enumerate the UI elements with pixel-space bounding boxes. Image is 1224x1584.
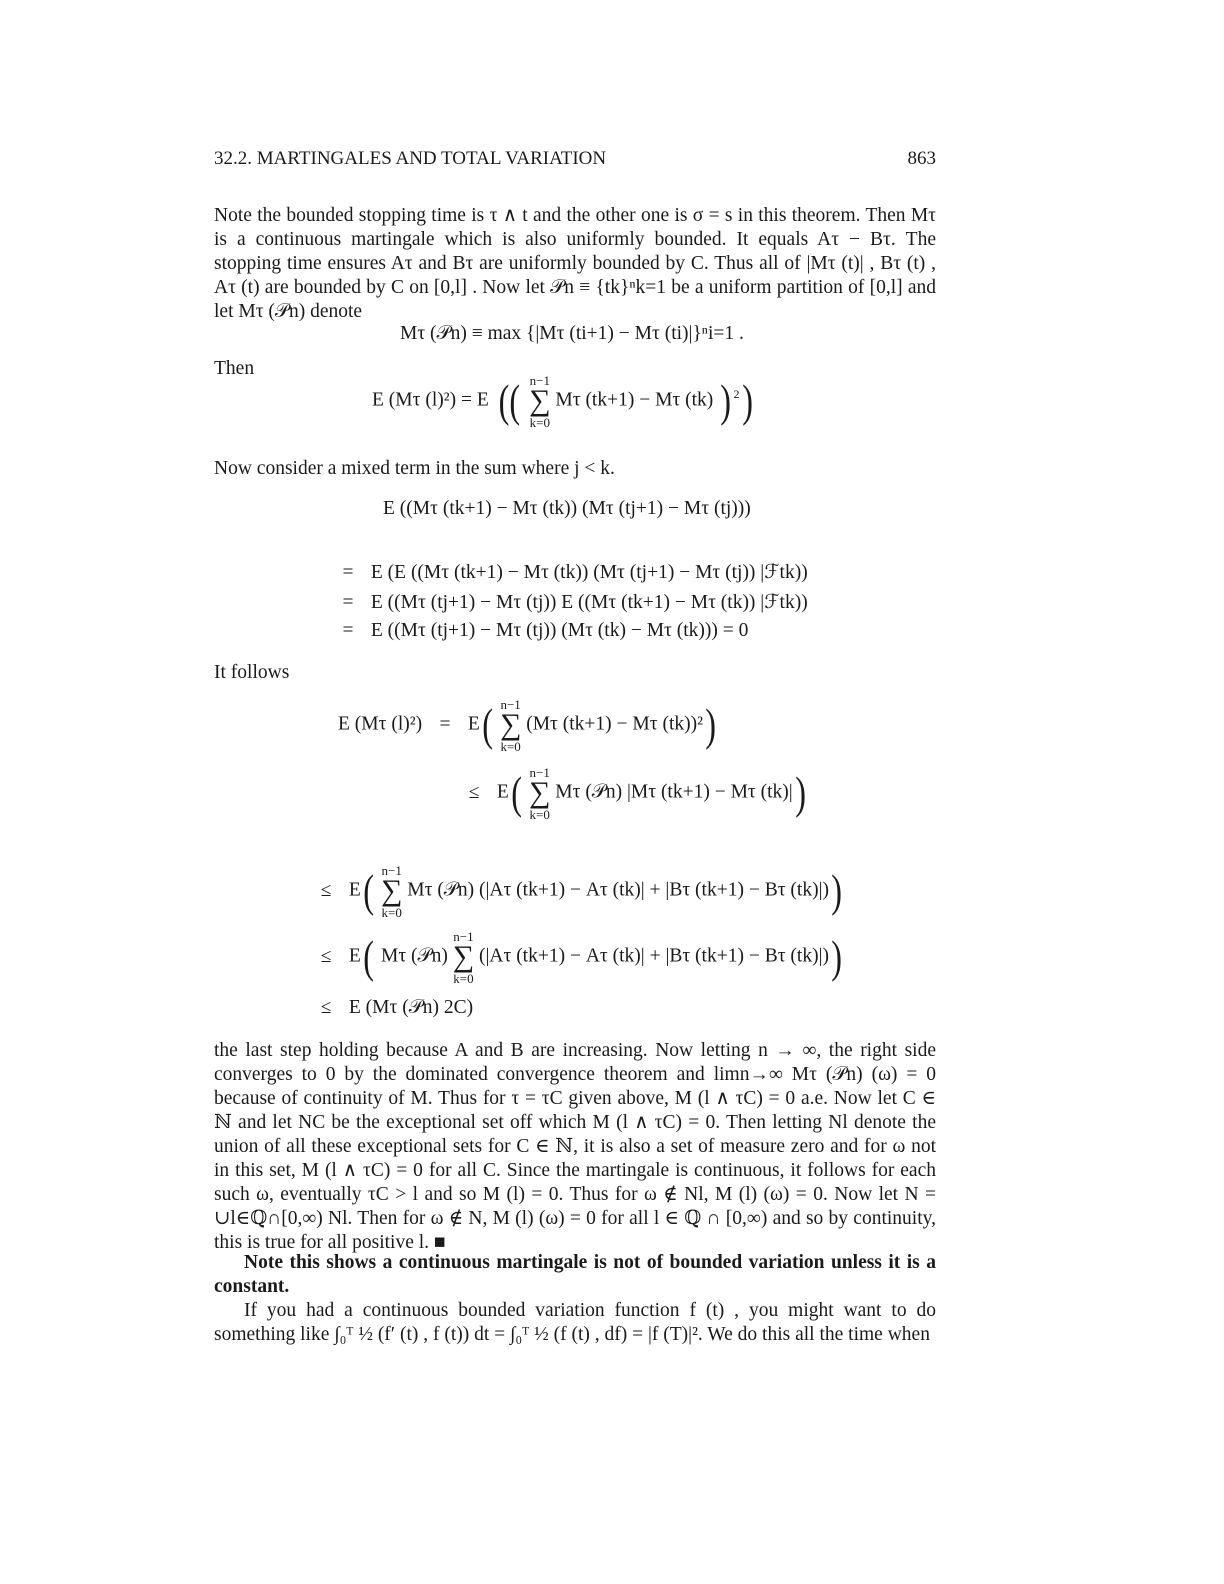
running-header xyxy=(214,148,936,170)
eq6-body-2-pre: Mτ (𝒫n) xyxy=(381,945,448,967)
sum-symbol: n−1 ∑ k=0 xyxy=(529,765,551,822)
equation-bound-line-5: ≤ E (Mτ (𝒫n) 2C) xyxy=(320,997,474,1018)
eq5-lhs: E (Mτ (l)²) xyxy=(338,713,423,735)
sum-symbol: n−1 ∑ k=0 xyxy=(452,929,475,986)
eq6-body-2-post: (|Aτ (tk+1) − Aτ (tk)| + |Bτ (tk+1) − Bτ (tk)|) xyxy=(479,945,829,967)
page-number: 863 xyxy=(907,148,936,169)
bold-note xyxy=(214,1251,936,1299)
equation-expectation-square: E (Mτ (l)²) = E (( n−1 ∑ k=0 Mτ (tk+1) − Mτ (tk) ) $^2$) xyxy=(372,373,753,430)
sum-symbol: n−1 ∑ k=0 xyxy=(381,863,403,920)
equation-max-def: Mτ (𝒫n) ≡ max {|Mτ (ti+1) − Mτ (ti)|}ⁿi=1 . xyxy=(400,323,744,344)
equation-mixed-term: E ((Mτ (tk+1) − Mτ (tk)) (Mτ (tj+1) − Mτ (tj))) xyxy=(383,498,751,519)
eq5-body-2: Mτ (𝒫n) |Mτ (tk+1) − Mτ (tk)| xyxy=(555,781,793,803)
equation-chain-line-2: = E ((Mτ (tj+1) − Mτ (tj)) E ((Mτ (tk+1) − Mτ (tk)) |ℱtk)) xyxy=(342,592,808,613)
eq6-body-3: E (Mτ (𝒫n) 2C) xyxy=(348,997,474,1018)
equation-bound-line-4: ≤ E( Mτ (𝒫n) n−1 ∑ k=0 (|Aτ (tk+1) − Aτ (tk)| + |Bτ (tk+1) − Bτ (tk)|)) xyxy=(320,929,843,986)
equation-chain-line-1: = E (E ((Mτ (tk+1) − Mτ (tk)) (Mτ (tj+1) − Mτ (tj)) |ℱtk)) xyxy=(342,562,808,583)
chain-expr-3: E ((Mτ (tj+1) − Mτ (tj)) (Mτ (tk) − Mτ (tk))) = 0 xyxy=(370,620,749,641)
chain-expr-1: E (E ((Mτ (tk+1) − Mτ (tk)) (Mτ (tj+1) − Mτ (tj)) |ℱtk)) xyxy=(370,562,808,583)
equation-bound-line-1: E (Mτ (l)²) = E( n−1 ∑ k=0 (Mτ (tk+1) − Mτ (tk))²) xyxy=(338,697,716,754)
eq5-body-1: (Mτ (tk+1) − Mτ (tk))² xyxy=(526,713,703,735)
eq6-body-1: Mτ (𝒫n) (|Aτ (tk+1) − Aτ (tk)| + |Bτ (tk+1) − Bτ (tk)|) xyxy=(407,879,829,901)
eq2-body: Mτ (tk+1) − Mτ (tk) xyxy=(555,389,714,411)
paragraph-bounded-variation: If you had a continuous bounded variation function f (t) , you might want to do something like ∫₀ᵀ ½ (f′ (t) , f (t)) dt = ∫₀ᵀ ½ (f (t) , df) = |f (T)|². We do this all the time when xyxy=(214,1300,936,1345)
chain-expr-2: E ((Mτ (tj+1) − Mτ (tj)) E ((Mτ (tk+1) − Mτ (tk)) |ℱtk)) xyxy=(370,592,808,613)
sum-symbol: n−1 ∑ k=0 xyxy=(529,373,551,430)
bold-note-text: Note this shows a continuous martingale is not of bounded variation unless it is a constant. xyxy=(214,1252,936,1297)
equation-chain-line-3: = E ((Mτ (tj+1) − Mτ (tj)) (Mτ (tk) − Mτ (tk))) = 0 xyxy=(342,620,749,641)
mixed-term-text: Now consider a mixed term in the sum where j < k. xyxy=(214,458,615,479)
it-follows-label: It follows xyxy=(214,662,290,683)
section-title: 32.2. MARTINGALES AND TOTAL VARIATION xyxy=(214,148,607,169)
equation-bound-line-3: ≤ E( n−1 ∑ k=0 Mτ (𝒫n) (|Aτ (tk+1) − Aτ (tk)| + |Bτ (tk+1) − Bτ (tk)|)) xyxy=(320,863,842,920)
paragraph-conclusion: the last step holding because A and B are increasing. Now letting n → ∞, the right side converges to 0 by the dominated convergence theorem and limn→∞ Mτ (𝒫n) (ω) = 0 because of continuity of M. Thus for τ = τC given above, M (l ∧ τC) = 0 a.e. Now let C ∈ ℕ and let NC be the exceptional set off which M (l ∧ τC) = 0. Then letting Nl denote the union of all these exceptional sets for C ∈ ℕ, it is also a set of measure zero and for ω not in this set, M (l ∧ τC) = 0 for all C. Since the martingale is continuous, it follows for each such ω, eventually τC > l and so M (l) = 0. Thus for ω ∉ Nl, M (l) (ω) = 0. Now let N = ∪l∈ℚ∩[0,∞) Nl. Then for ω ∉ N, M (l) (ω) = 0 for all l ∈ ℚ ∩ [0,∞) and so by continuity, this is true for all positive l. ■ xyxy=(214,1040,936,1253)
paragraph-intro: Note the bounded stopping time is τ ∧ t and the other one is σ = s in this theorem. Then Mτ is a continuous martingale which is also uniformly bounded. It equals Aτ − Bτ. The stopping time ensures Aτ and Bτ are uniformly bounded by C. Thus all of |Mτ (t)| , Bτ (t) , Aτ (t) are bounded by C on [0,l] . Now let 𝒫n ≡ {tk}ⁿk=1 be a uniform partition of [0,l] and let Mτ (𝒫n) denote xyxy=(214,205,936,322)
equation-bound-line-2: ≤ E( n−1 ∑ k=0 Mτ (𝒫n) |Mτ (tk+1) − Mτ (tk)|) xyxy=(468,765,806,822)
sum-symbol: n−1 ∑ k=0 xyxy=(499,697,522,754)
then-label: Then xyxy=(214,358,255,379)
eq2-lhs: E (Mτ (l)²) = E xyxy=(372,389,489,411)
